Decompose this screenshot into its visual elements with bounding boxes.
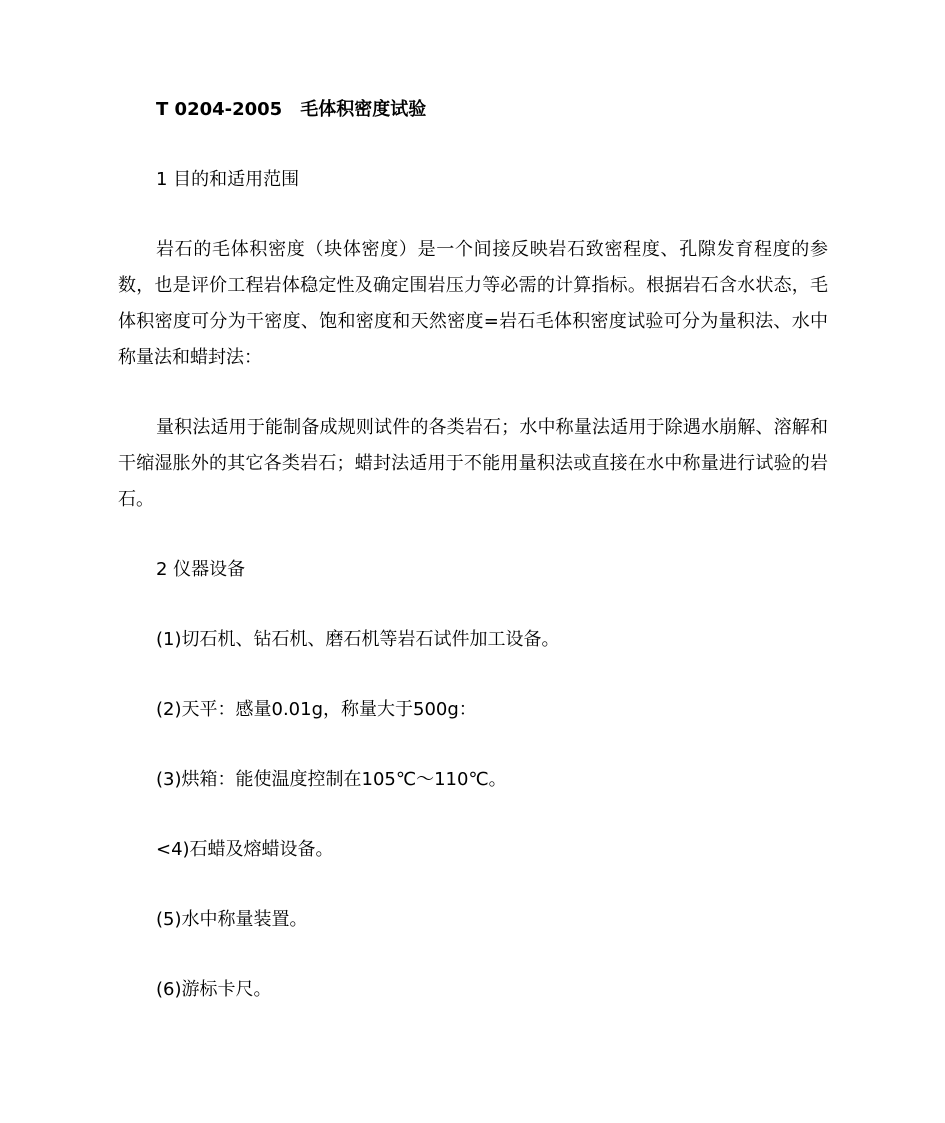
title-code: T 0204-2005 <box>156 99 283 120</box>
equipment-item-6: (6)游标卡尺。 <box>156 979 272 1000</box>
document-title <box>118 92 828 128</box>
section-1-heading: 1 目的和适用范围 <box>156 169 300 190</box>
equipment-item-1: (1)切石机、钻石机、磨石机等岩石试件加工设备。 <box>156 629 560 650</box>
equipment-item-5: (5)水中称量装置。 <box>156 909 308 930</box>
paragraph-purpose: 岩石的毛体积密度（块体密度）是一个间接反映岩石致密程度、孔隙发育程度的参数，也是评价工程岩体稳定性及确定围岩压力等必需的计算指标。根据岩石含水状态，毛体积密度可分为干密度、饱和密度和天然密度=岩石毛体积密度试验可分为量积法、水中称量法和蜡封法： <box>118 239 828 368</box>
document-body <box>118 92 828 1042</box>
title-text: 毛体积密度试验 <box>300 99 427 120</box>
equipment-item-4: <4)石蜡及熔蜡设备。 <box>156 839 334 860</box>
paragraph-scope: 量积法适用于能制备成规则试件的各类岩石；水中称量法适用于除遇水崩解、溶解和干缩湿胀外的其它各类岩石；蜡封法适用于不能用量积法或直接在水中称量进行试验的岩石。 <box>118 417 828 510</box>
equipment-item-3: (3)烘箱：能使温度控制在105℃～110℃。 <box>156 769 507 790</box>
equipment-item-2: (2)天平：感量0.01g，称量大于500g： <box>156 699 477 720</box>
section-2-heading: 2 仪器设备 <box>156 559 246 580</box>
